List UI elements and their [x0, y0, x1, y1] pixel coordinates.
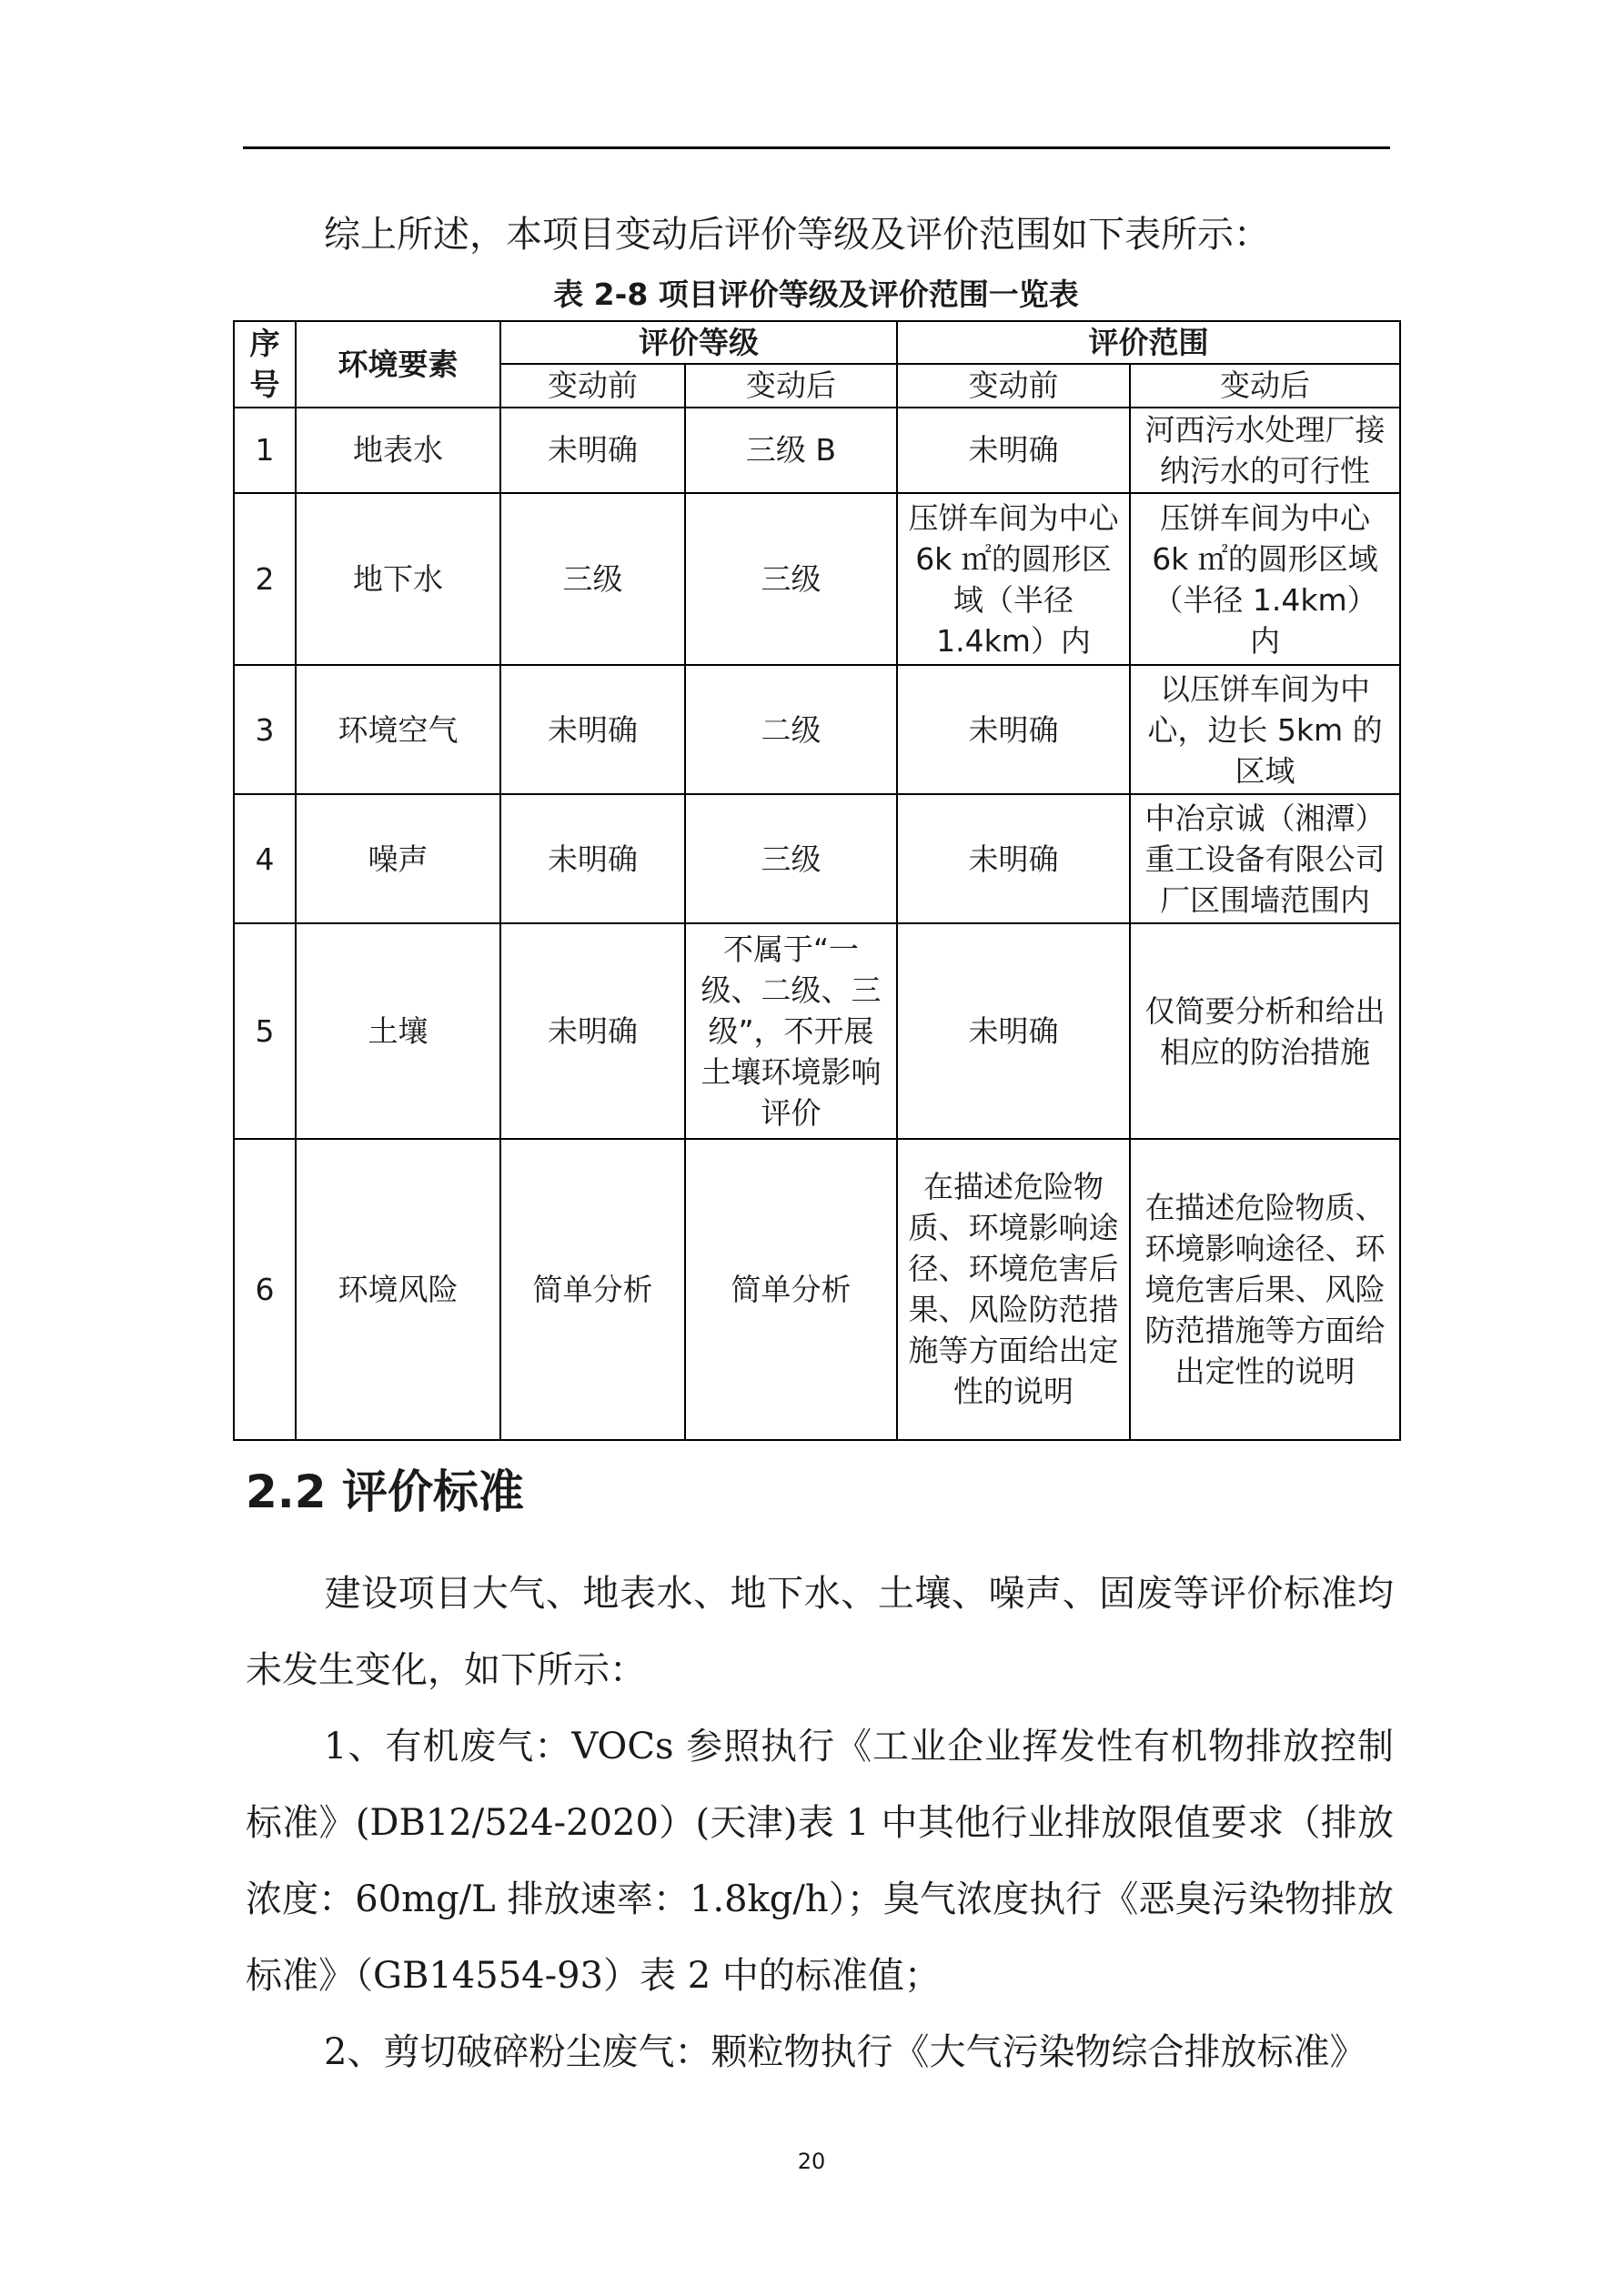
cell-scope-after: 中冶京诚（湘潭）重工设备有限公司厂区围墙范围内	[1130, 794, 1400, 923]
cell-scope-before: 未明确	[897, 794, 1130, 923]
body-paragraph	[246, 2014, 1394, 2090]
cell-scope-before: 未明确	[897, 665, 1130, 794]
cell-element: 土壤	[296, 923, 500, 1139]
table-row	[234, 1139, 1400, 1440]
cell-scope-after: 河西污水处理厂接纳污水的可行性	[1130, 408, 1400, 494]
cell-no: 4	[234, 794, 296, 923]
cell-element: 地下水	[296, 493, 500, 665]
table-row	[234, 493, 1400, 665]
cell-scope-before: 在描述危险物质、环境影响途径、环境危害后果、风险防范措施等方面给出定性的说明	[897, 1139, 1130, 1440]
cell-no: 3	[234, 665, 296, 794]
table-row	[234, 794, 1400, 923]
cell-grade-after: 不属于“一级、二级、三级”，不开展土壤环境影响评价	[685, 923, 897, 1139]
section-heading: 2.2 评价标准	[246, 1465, 524, 1518]
cell-element: 环境风险	[296, 1139, 500, 1440]
cell-scope-after: 压饼车间为中心 6k ㎡的圆形区域（半径 1.4km）内	[1130, 493, 1400, 665]
header-element: 环境要素	[296, 321, 500, 408]
cell-grade-before: 未明确	[500, 923, 685, 1139]
header-grade-before: 变动前	[500, 364, 685, 407]
cell-grade-before: 简单分析	[500, 1139, 685, 1440]
body-paragraph	[246, 1556, 1394, 1708]
cell-no: 1	[234, 408, 296, 494]
table-row	[234, 923, 1400, 1139]
page-number: 20	[797, 2149, 826, 2174]
cell-grade-before: 未明确	[500, 794, 685, 923]
intro-paragraph: 综上所述，本项目变动后评价等级及评价范围如下表所示：	[324, 214, 1270, 256]
cell-grade-after: 二级	[685, 665, 897, 794]
cell-element: 噪声	[296, 794, 500, 923]
cell-scope-after: 仅简要分析和给出相应的防治措施	[1130, 923, 1400, 1139]
paragraph-text: 2、剪切破碎粉尘废气：颗粒物执行《大气污染物综合排放标准》	[324, 2031, 1366, 2073]
cell-grade-before: 未明确	[500, 408, 685, 494]
cell-no: 6	[234, 1139, 296, 1440]
cell-scope-after: 以压饼车间为中心，边长 5km 的区域	[1130, 665, 1400, 794]
evaluation-table	[233, 320, 1401, 1441]
table-row	[234, 665, 1400, 794]
body-paragraph	[246, 1708, 1394, 2014]
cell-grade-after: 三级	[685, 794, 897, 923]
header-scope-before: 变动前	[897, 364, 1130, 407]
paragraph-text: 1、有机废气：VOCs 参照执行《工业企业挥发性有机物排放控制标准》(DB12/524-2020）(天津)表 1 中其他行业排放限值要求（排放浓度：60mg/L 排放速率：1.8kg/h）；臭气浓度执行《恶臭污染物排放标准》（GB14554-93）表 2 中的标准值；	[246, 1726, 1394, 1997]
cell-grade-after: 三级	[685, 493, 897, 665]
paragraph-text: 建设项目大气、地表水、地下水、土壤、噪声、固废等评价标准均未发生变化，如下所示：	[246, 1573, 1394, 1691]
cell-no: 5	[234, 923, 296, 1139]
table-header-row	[234, 321, 1400, 364]
header-grade-after: 变动后	[685, 364, 897, 407]
header-rule	[243, 146, 1390, 149]
cell-grade-after: 简单分析	[685, 1139, 897, 1440]
header-seq: 序号	[234, 321, 296, 408]
header-grade: 评价等级	[500, 321, 897, 364]
cell-scope-before: 压饼车间为中心 6k ㎡的圆形区域（半径 1.4km）内	[897, 493, 1130, 665]
cell-element: 地表水	[296, 408, 500, 494]
cell-scope-after: 在描述危险物质、环境影响途径、环境危害后果、风险防范措施等方面给出定性的说明	[1130, 1139, 1400, 1440]
table-caption: 表 2-8 项目评价等级及评价范围一览表	[553, 277, 1079, 312]
header-scope: 评价范围	[897, 321, 1400, 364]
cell-no: 2	[234, 493, 296, 665]
cell-element: 环境空气	[296, 665, 500, 794]
cell-scope-before: 未明确	[897, 408, 1130, 494]
cell-grade-before: 三级	[500, 493, 685, 665]
header-scope-after: 变动后	[1130, 364, 1400, 407]
cell-scope-before: 未明确	[897, 923, 1130, 1139]
table-row	[234, 408, 1400, 494]
cell-grade-before: 未明确	[500, 665, 685, 794]
cell-grade-after: 三级 B	[685, 408, 897, 494]
